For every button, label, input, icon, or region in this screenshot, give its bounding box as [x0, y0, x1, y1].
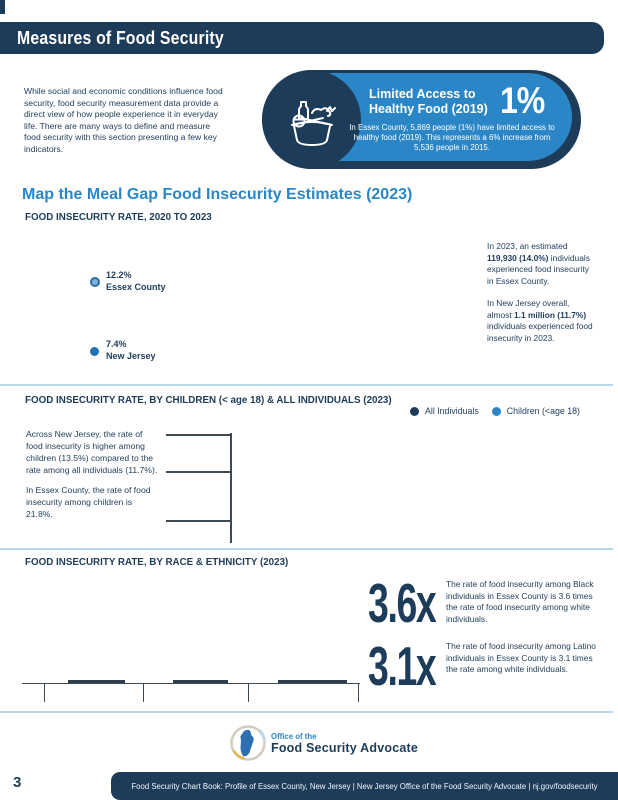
- stat-black-text: The rate of food insecurity among Black individuals in Essex County is 3.6 times the rate of food insecurity among white individuals.: [446, 579, 594, 624]
- page-title: Measures of Food Security: [17, 27, 224, 48]
- section-divider: [0, 711, 613, 713]
- chart2-axis-line: [230, 433, 232, 543]
- essex-county-name: Essex County: [106, 281, 166, 292]
- logo-line-office: Office of the: [271, 731, 317, 741]
- section-divider: [0, 384, 613, 386]
- chart1-title: FOOD INSECURITY RATE, 2020 TO 2023: [25, 212, 212, 223]
- legend-item-all-individuals: [410, 406, 479, 416]
- chart2-gridline-middle: [166, 471, 231, 473]
- legend-item-children: [492, 406, 580, 416]
- note-text: individuals experienced food insecurity in Essex County.: [487, 252, 590, 287]
- note-text: individuals experienced food insecurity in 2023.: [487, 321, 593, 343]
- chart3-tick: [248, 684, 249, 702]
- callout-icon-circle: [262, 70, 361, 169]
- new-jersey-value: 7.4%: [106, 339, 127, 349]
- note-nj-2023: [487, 298, 594, 345]
- legend-label: Children (<age 18): [506, 406, 580, 416]
- chart3-tick: [44, 684, 45, 702]
- chart3-bar-segment: [173, 680, 228, 683]
- chart2-gridline-top: [166, 434, 231, 436]
- meal-gap-side-notes: [487, 241, 594, 345]
- logo-line-advocate: Food Security Advocate: [271, 740, 419, 755]
- stat-latino-text: The rate of food insecurity among Latino individuals in Essex County is 3.1 times the rate among white individuals.: [446, 641, 596, 674]
- legend-label: All Individuals: [425, 406, 479, 416]
- top-left-notch: [0, 0, 5, 14]
- page-number: 3: [13, 774, 22, 791]
- agency-logo-text: [271, 732, 418, 755]
- footer-bar: [111, 772, 618, 800]
- children-notes: [26, 428, 159, 520]
- essex-county-point-label: [106, 270, 166, 293]
- legend-swatch-all-individuals: [410, 407, 419, 416]
- new-jersey-name: New Jersey: [106, 350, 156, 361]
- chart3-title: FOOD INSECURITY RATE, BY RACE & ETHNICITY (2023): [25, 557, 289, 568]
- nj-seal-icon: [229, 724, 267, 762]
- chart2-gridline-bottom: [166, 520, 231, 522]
- callout-title: Limited Access to Healthy Food (2019): [369, 87, 488, 116]
- chart3-baseline: [22, 683, 360, 684]
- chart2-legend: [410, 406, 580, 416]
- chart3-tick: [143, 684, 144, 702]
- new-jersey-data-point: [90, 347, 99, 356]
- essex-county-data-point: [90, 277, 100, 287]
- note-essex-children: In Essex County, the rate of food insecurity among children is 21.8%.: [26, 485, 151, 519]
- footer-text: Food Security Chart Book: Profile of Essex County, New Jersey | New Jersey Office of the Food Security Advocate | nj.gov/foodsecurity: [131, 781, 598, 791]
- chart3-bar-segment: [68, 680, 125, 683]
- note-nj-children: Across New Jersey, the rate of food insecurity is higher among children (13.5%) compared to the rate among all individuals (11.7%).: [26, 429, 158, 475]
- note-bold: 1.1 million (11.7%): [514, 309, 587, 320]
- new-jersey-point-label: [106, 339, 156, 362]
- note-bold: 119,930 (14.0%): [487, 252, 549, 263]
- legend-swatch-children: [492, 407, 501, 416]
- chart3-tick: [358, 684, 359, 702]
- chart3-bar-segment: [278, 680, 347, 683]
- intro-paragraph: While social and economic conditions influence food security, food security measurement data provide a direct view of how people experience it in everyday life. There are many ways to define and measure food security with this section presenting a few key indicators.: [24, 86, 223, 154]
- chart2-title: FOOD INSECURITY RATE, BY CHILDREN (< age 18) & ALL INDIVIDUALS (2023): [25, 395, 392, 406]
- section-heading-meal-gap: Map the Meal Gap Food Insecurity Estimates (2023): [22, 186, 413, 203]
- essex-county-value: 12.2%: [106, 270, 132, 280]
- stat-latino-ratio: 3.1x: [368, 635, 436, 697]
- note-text: In 2023, an estimated: [487, 241, 568, 251]
- limited-access-callout: [262, 70, 581, 169]
- callout-big-stat: 1%: [500, 80, 544, 121]
- section-divider: [0, 548, 613, 550]
- page-title-bar: [0, 22, 604, 54]
- grocery-basket-icon: [284, 92, 340, 148]
- agency-logo: [229, 724, 418, 762]
- stat-black-ratio: 3.6x: [368, 572, 436, 634]
- callout-body-text: In Essex County, 5,869 people (1%) have limited access to healthy food (2019). This represents a 6% increase from 5,536 people in 2015.: [349, 123, 555, 153]
- note-essex-2023: [487, 241, 594, 288]
- note-text: In New Jersey overall, almost: [487, 297, 570, 320]
